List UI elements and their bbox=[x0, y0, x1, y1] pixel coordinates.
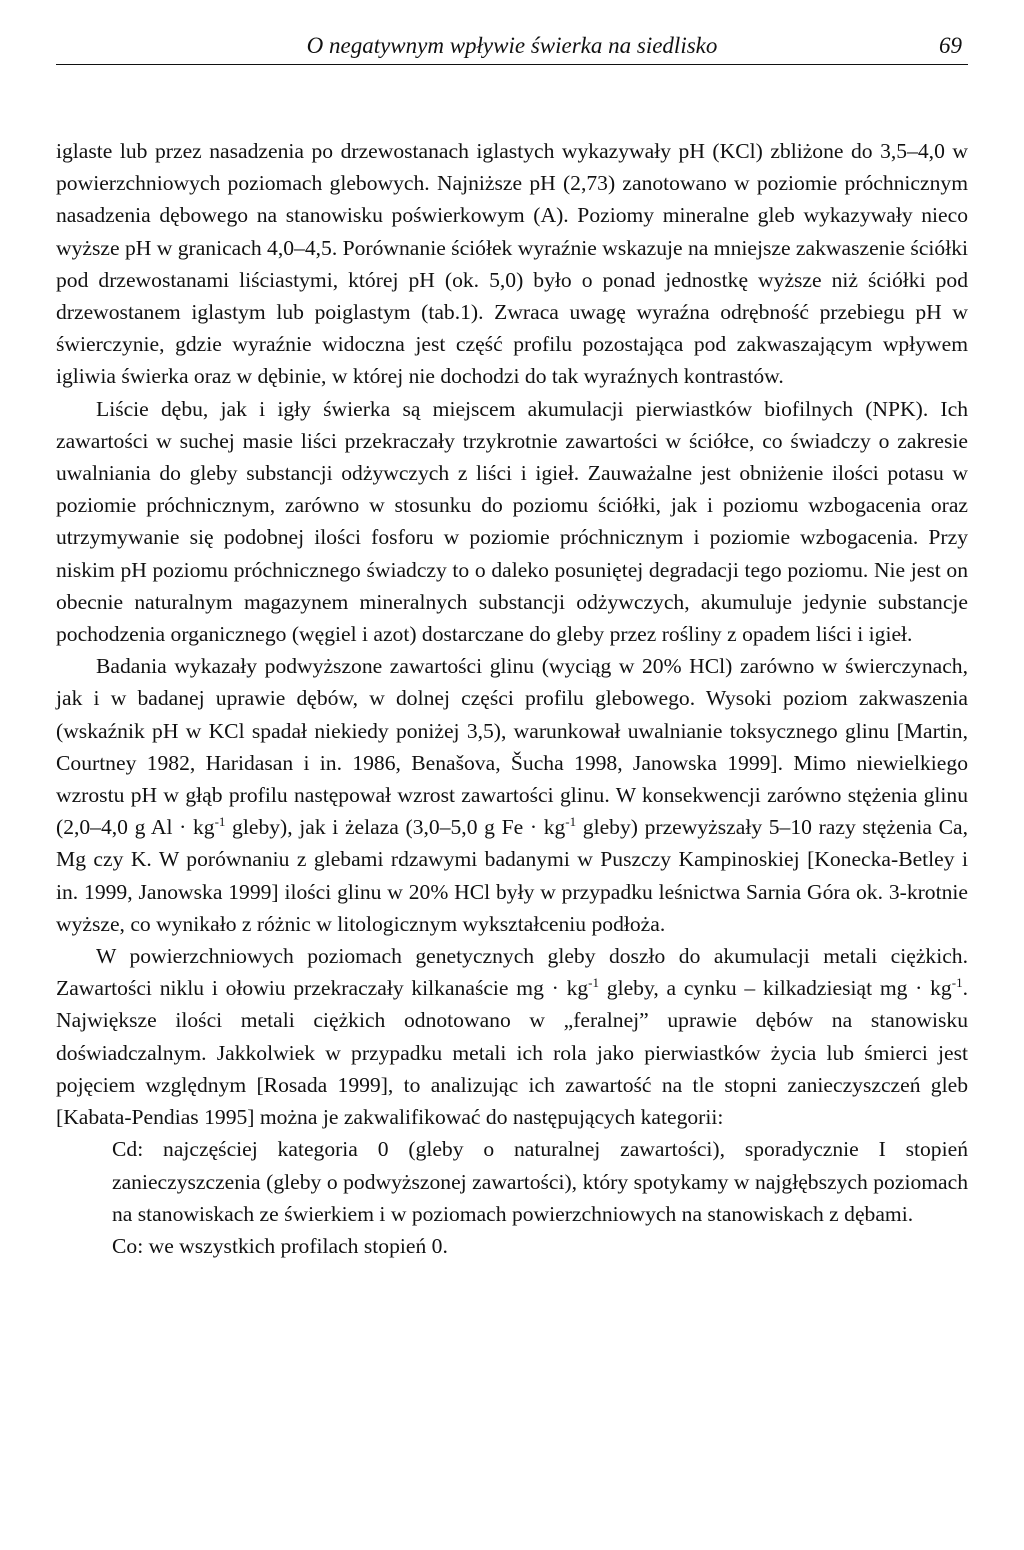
paragraph-heavy-metals-text-1: W powierzchniowych poziomach genetycznych gleby doszło do akumulacji metali ciężkich. Zawartości niklu i ołowiu przekraczały kilkanaście mg · kg bbox=[56, 944, 968, 1001]
page-number: 69 bbox=[939, 33, 962, 58]
paragraph-npk: Liście dębu, jak i igły świerka są miejscem akumulacji pierwiastków biofilnych (NPK). Ich zawartości w suchej masie liści przekraczały trzykrotnie zawartości w ściółce, co świadczy o zakresie uwalniania do gleby substancji odżywczych z liści i igieł. Zauważalne jest obniżenie ilości potasu w poziomie próchnicznym, zarówno w stosunku do poziomu ściółki, jak i poziomu wzbogacenia oraz utrzymywanie się podobnej ilości fosforu w poziomie próchnicznym i poziomie wzbogacenia. Przy niskim pH poziomu próchnicznego świadczy to o daleko posuniętej degradacji tego poziomu. Nie jest on obecnie naturalnym magazynem mineralnych substancji odżywczych, akumuluje jedynie substancje pochodzenia organicznego (węgiel i azot) dostarczane do gleby przez rośliny z opadem liści i igieł. bbox=[56, 396, 968, 647]
superscript: -1 bbox=[565, 814, 577, 830]
paragraph-aluminium bbox=[56, 650, 968, 940]
paragraph-heavy-metals bbox=[56, 940, 968, 1133]
paragraph-aluminium-text-2: gleby), jak i żelaza (3,0–5,0 g Fe · kg bbox=[225, 815, 566, 840]
list-item-cd: Cd: najczęściej kategoria 0 (gleby o naturalnej zawartości), sporadycznie I stopień zanieczyszczenia (gleby o podwyższonej zawartości), który spotykamy w najgłębszych poziomach na stanowiskach ze świerkiem i w poziomach powierzchniowych na stanowiskach z dębami. bbox=[112, 1137, 968, 1226]
page bbox=[56, 28, 968, 1262]
running-header bbox=[56, 28, 968, 65]
superscript: -1 bbox=[214, 814, 226, 830]
paragraph-heavy-metals-text-3: . Największe ilości metali ciężkich odnotowano w „feralnej” uprawie dębów na stanowisku doświadczalnym. Jakkolwiek w przypadku metali ich rola jako pierwiastków życia lub śmierci jest pojęciem względnym [Rosada 1999], to analizując ich zawartość na tle stopni zanieczyszczeń gleb [Kabata-Pendias 1995] można je zakwalifikować do następujących kategorii: bbox=[56, 976, 968, 1130]
paragraph-heavy-metals-text-2: gleby, a cynku – kilkadziesiąt mg · kg bbox=[599, 976, 952, 1001]
list-item-co: Co: we wszystkich profilach stopień 0. bbox=[112, 1233, 448, 1258]
paragraph-aluminium-text-1: Badania wykazały podwyższone zawartości glinu (wyciąg w 20% HCl) zarówno w świerczynach, jak i w badanej uprawie dębów, w dolnej części profilu glebowego. Wysoki poziom zakwaszenia (wskaźnik pH w KCl spadał niekiedy poniżej 3,5), warunkował uwalnianie toksycznego glinu [Martin, Courtney 1982, Haridasan i in. 1986, Benašova, Šucha 1998, Janowska 1999]. Mimo niewielkiego wzrostu pH w głąb profilu następował wzrost zawartości glinu. W konsekwencji zarówno stężenia glinu (2,0–4,0 g Al · kg bbox=[56, 654, 968, 840]
body-text bbox=[56, 135, 968, 1262]
superscript: -1 bbox=[951, 975, 963, 991]
paragraph-ph: iglaste lub przez nasadzenia po drzewostanach iglastych wykazywały pH (KCl) zbliżone do 3,5–4,0 w powierzchniowych poziomach glebowych. Najniższe pH (2,73) zanotowano w poziomie próchnicznym nasadzenia dębowego na stanowisku poświerkowym (A). Poziomy mineralne gleb wykazywały nieco wyższe pH w granicach 4,0–4,5. Porównanie ściółek wyraźnie wskazuje na mniejsze zakwaszenie ściółki pod drzewostanami liściastymi, której pH (ok. 5,0) było o ponad jednostkę wyższe niż ściółki pod drzewostanem iglastym lub poiglastym (tab.1). Zwraca uwagę wyraźna odrębność przebiegu pH w świerczynie, gdzie wyraźnie widoczna jest część profilu pozostająca pod zakwaszającym wpływem igliwia świerka oraz w dębinie, w której nie dochodzi do tak wyraźnych kontrastów. bbox=[56, 139, 969, 389]
superscript: -1 bbox=[588, 975, 600, 991]
paragraph-aluminium-text-3: gleby) przewyższały 5–10 razy stężenia Ca, Mg czy K. W porównaniu z glebami rdzawymi badanymi w Puszczy Kampinoskiej [Konecka-Betley i in. 1999, Janowska 1999] ilości glinu w 20% HCl były w przypadku leśnictwa Sarnia Góra ok. 3-krotnie wyższe, co wynikało z różnic w litologicznym wykształceniu podłoża. bbox=[56, 815, 968, 936]
running-title: O negatywnym wpływie świerka na siedlisko bbox=[306, 33, 718, 58]
